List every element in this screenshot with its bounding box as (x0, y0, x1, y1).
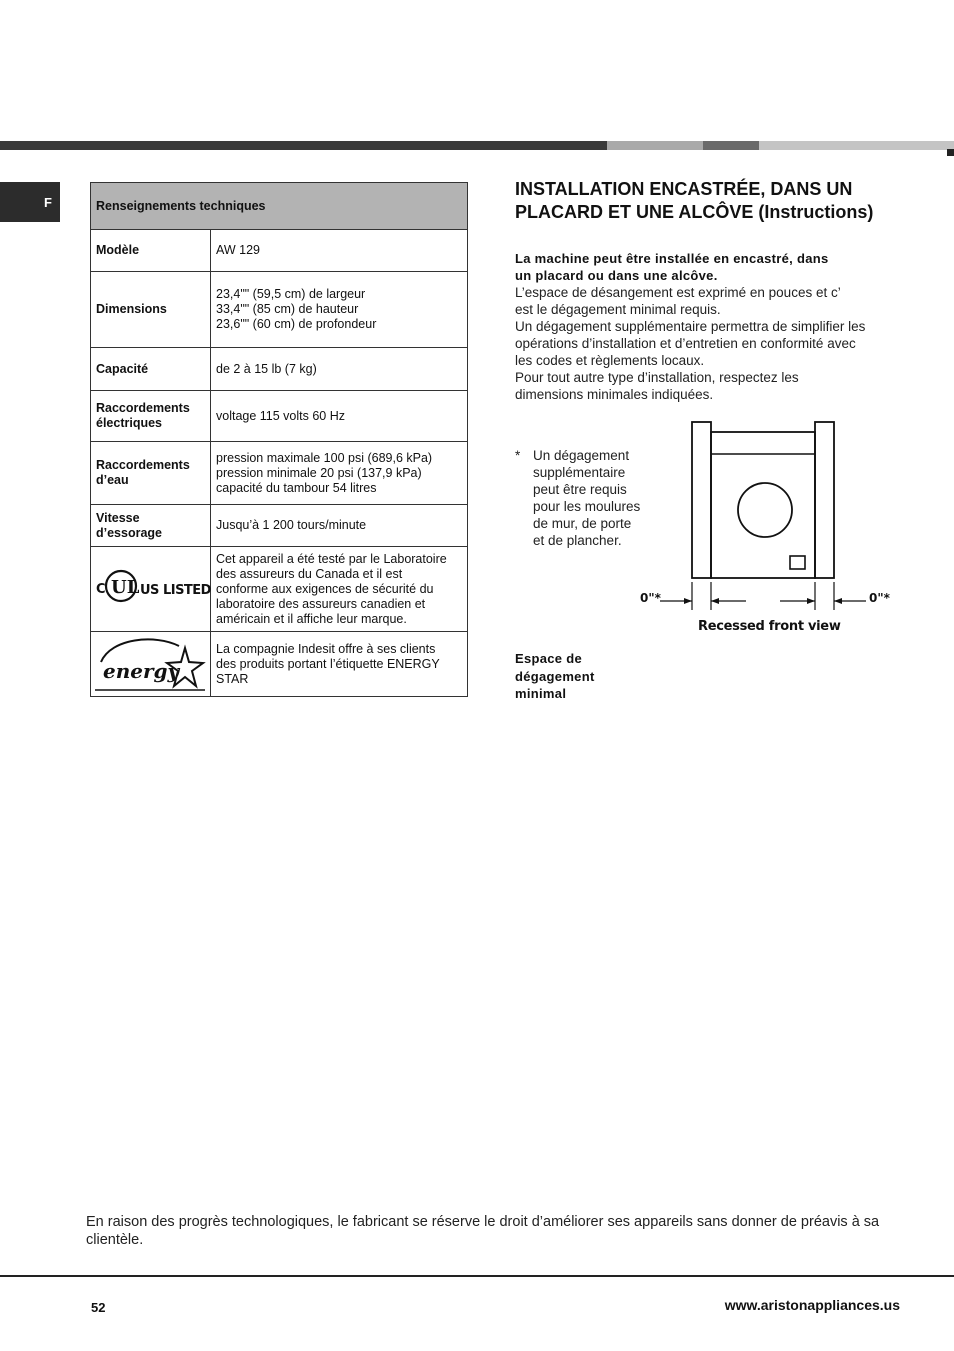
footnote: * Un dégagement supplémentaire peut être requis pour les moulures de mur, de porte et de plancher. (515, 448, 641, 548)
row-label-capacity: Capacité (91, 348, 211, 391)
bottom-rule (0, 1275, 954, 1277)
top-bar-dark (0, 141, 607, 150)
table-row (91, 547, 468, 632)
row-value-model: AW 129 (211, 230, 468, 272)
dimension-left: 0"* (640, 591, 661, 605)
disclaimer-text: En raison des progrès technologiques, le fabricant se réserve le droit d’améliorer ses appareils sans donner de préavis à sa clientèle. (86, 1214, 880, 1248)
recessed-front-view-diagram (630, 418, 900, 643)
row-value-energy: La compagnie Indesit offre à ses clients des produits portant l’étiquette ENERGY STAR (211, 632, 468, 697)
svg-text:US LISTED: US LISTED (140, 583, 211, 598)
energy-star-icon (93, 632, 205, 692)
row-value-spin: Jusqu’à 1 200 tours/minute (211, 505, 468, 547)
svg-text:UL: UL (111, 577, 140, 598)
top-bar-pale (759, 141, 954, 150)
table-row (91, 442, 468, 505)
svg-text:C: C (96, 582, 106, 597)
intro-bold-text: La machine peut être installée en encastré, dans un placard ou dans une alcôve. (515, 251, 829, 283)
table-header-row (91, 183, 468, 230)
clearance-caption: Espace de dégagement minimal (515, 651, 595, 701)
row-label-water: Raccordements d’eau (91, 442, 211, 505)
row-label-spin: Vitesse d’essorage (91, 505, 211, 547)
energy-star-logo (91, 632, 211, 697)
top-bar-light (607, 141, 703, 150)
intro-body-text: L’espace de désangement est exprimé en pouces et c’ est le dégagement minimal requis. Un dégagement supplémentaire permettra de simplifier les opérations d’installation et d’entretien en conformité avec les codes et règlements locaux. Pour tout autre type d’installation, respectez les dimensions minimales indiquées. (515, 285, 866, 402)
table-header: Renseignements techniques (91, 183, 468, 230)
row-label-dimensions: Dimensions (91, 272, 211, 348)
row-label-model: Modèle (91, 230, 211, 272)
ul-logo-icon (95, 567, 211, 607)
svg-text:energy: energy (103, 659, 180, 683)
row-value-dimensions: 23,4"" (59,5 cm) de largeur 33,4"" (85 cm) de hauteur 23,6"" (60 cm) de profondeur (211, 272, 468, 348)
language-tab: F (0, 182, 60, 222)
technical-specs-table (90, 182, 468, 697)
dimension-right: 0"* (869, 591, 890, 605)
website-link[interactable]: www.aristonappliances.us (724, 1297, 900, 1313)
table-row (91, 272, 468, 348)
row-value-capacity: de 2 à 15 lb (7 kg) (211, 348, 468, 391)
ul-listed-logo (91, 547, 211, 632)
row-label-electrical: Raccordements électriques (91, 391, 211, 442)
top-bar-marker (947, 149, 954, 156)
table-row (91, 391, 468, 442)
table-row (91, 348, 468, 391)
table-row (91, 230, 468, 272)
page-number: 52 (91, 1300, 106, 1315)
diagram-caption: Recessed front view (698, 619, 841, 634)
row-value-water: pression maximale 100 psi (689,6 kPa) pression minimale 20 psi (137,9 kPa) capacité du tambour 54 litres (211, 442, 468, 505)
section-title: INSTALLATION ENCASTRÉE, DANS UN PLACARD ET UNE ALCÔVE (Instructions) (515, 179, 874, 222)
top-bar-mid (703, 141, 759, 150)
table-row (91, 632, 468, 697)
row-value-electrical: voltage 115 volts 60 Hz (211, 391, 468, 442)
row-value-ul: Cet appareil a été testé par le Laboratoire des assureurs du Canada et il est conforme aux exigences de sécurité du laboratoire des assureurs canadien et américain et il affiche leur marque. (211, 547, 468, 632)
table-row (91, 505, 468, 547)
footnote-star: * (515, 448, 521, 463)
